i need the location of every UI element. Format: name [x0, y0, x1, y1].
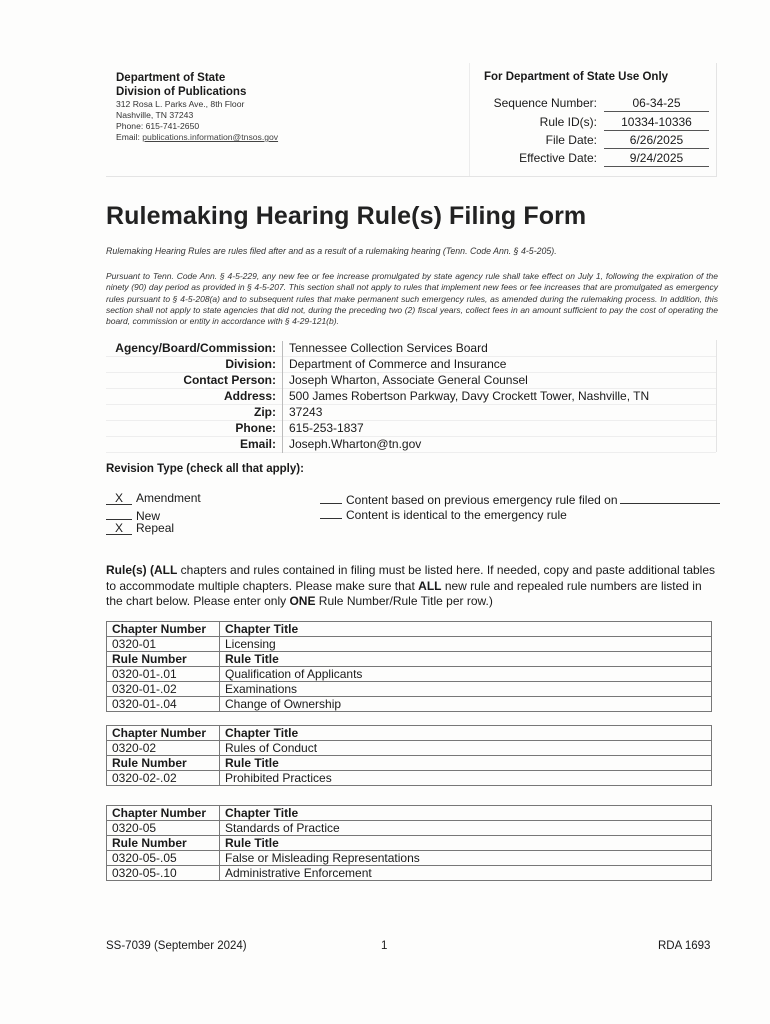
rule-title-header: Rule Title [220, 756, 712, 771]
rules-instructions-emphasis: ALL [418, 578, 442, 593]
sequence-number-label: Sequence Number: [493, 96, 597, 110]
contact-value: Joseph Wharton, Associate General Counsel [289, 373, 528, 387]
emergency-based-label: Content based on previous emergency rule filed on [346, 493, 618, 507]
agency-table [106, 341, 716, 453]
contact-row [106, 373, 716, 389]
rule-row [107, 667, 712, 682]
department-email-line [116, 132, 278, 143]
address-row [106, 389, 716, 405]
address-label: Address: [106, 389, 283, 405]
revision-left-options [106, 491, 201, 536]
use-only-title: For Department of State Use Only [484, 71, 669, 83]
rule-row [107, 866, 712, 881]
rule-title: Qualification of Applicants [220, 667, 712, 682]
revision-option-amendment[interactable] [106, 491, 201, 506]
phone-label: Phone: [106, 421, 283, 437]
contact-label: Contact Person: [106, 373, 283, 389]
rules-instructions-emphasis: ONE [289, 594, 316, 608]
revision-right-options [320, 491, 720, 521]
revision-type-label: Revision Type (check all that apply): [106, 463, 304, 475]
emergency-identical-blank[interactable] [320, 506, 342, 519]
chapter-title: Rules of Conduct [220, 741, 712, 756]
chapter-title-header: Chapter Title [220, 726, 712, 741]
department-phone: Phone: 615-741-2650 [116, 121, 200, 131]
rules-instructions-lead: Rule(s) ( [106, 563, 154, 577]
chapter-title: Standards of Practice [220, 821, 712, 836]
revision-option-label: Repeal [136, 521, 175, 535]
division-row [106, 357, 716, 373]
page-subtitle: Rulemaking Hearing Rules are rules filed after and as a result of a rulemaking hearing (Tenn. Code Ann. § 4-5-205). [106, 246, 557, 256]
rule-title: Prohibited Practices [220, 771, 712, 786]
revision-checkbox[interactable]: X [106, 491, 132, 505]
chapter-table-0320-02 [106, 725, 712, 786]
chapter-header-row [107, 806, 712, 821]
rule-ids-value: 10334-10336 [604, 115, 709, 131]
phone-row [106, 421, 716, 437]
revision-option-new[interactable] [106, 506, 201, 521]
rule-row [107, 682, 712, 697]
chapter-number: 0320-02 [107, 741, 220, 756]
emergency-based-option[interactable] [320, 491, 720, 506]
rule-title-header: Rule Title [220, 836, 712, 851]
chapter-row [107, 637, 712, 652]
division-label: Division: [106, 357, 283, 373]
rule-ids-label: Rule ID(s): [539, 115, 597, 129]
rule-number-header: Rule Number [107, 652, 220, 667]
chapter-number-header: Chapter Number [107, 726, 220, 741]
agency-label: Agency/Board/Commission: [106, 341, 283, 357]
address-value: 500 James Robertson Parkway, Davy Crockett Tower, Nashville, TN [289, 389, 650, 403]
emergency-identical-label: Content is identical to the emergency rule [346, 508, 567, 522]
chapter-number: 0320-01 [107, 637, 220, 652]
department-city: Nashville, TN 37243 [116, 110, 194, 120]
department-address: 312 Rosa L. Parks Ave., 8th Floor [116, 99, 245, 109]
rule-ids-row [470, 115, 715, 133]
revision-checkbox[interactable] [106, 506, 132, 520]
zip-label: Zip: [106, 405, 283, 421]
rda-number: RDA 1693 [658, 940, 711, 952]
chapter-number-header: Chapter Number [107, 806, 220, 821]
chapter-table-0320-05 [106, 805, 712, 881]
emergency-identical-option[interactable] [320, 506, 720, 521]
agency-row [106, 341, 716, 357]
zip-row [106, 405, 716, 421]
department-email-link[interactable]: publications.information@tnsos.gov [142, 132, 279, 142]
page-title: Rulemaking Hearing Rule(s) Filing Form [106, 202, 587, 230]
department-name [116, 71, 246, 99]
revision-option-repeal[interactable] [106, 521, 201, 536]
zip-value: 37243 [289, 405, 323, 419]
chapter-header-row [107, 726, 712, 741]
chapter-header-row [107, 622, 712, 637]
page-number: 1 [381, 940, 388, 952]
rule-row [107, 771, 712, 786]
rule-number: 0320-05-.10 [107, 866, 220, 881]
emergency-based-blank[interactable] [320, 491, 342, 504]
rule-number: 0320-02-.02 [107, 771, 220, 786]
revision-option-label: New [136, 509, 161, 523]
revision-option-label: Amendment [136, 491, 201, 505]
rule-title: Change of Ownership [220, 697, 712, 712]
rules-instructions-emphasis: ALL [154, 563, 178, 577]
chapter-number-header: Chapter Number [107, 622, 220, 637]
rule-number: 0320-01-.01 [107, 667, 220, 682]
sequence-number-value: 06-34-25 [604, 96, 709, 112]
rule-number: 0320-01-.02 [107, 682, 220, 697]
chapter-title-header: Chapter Title [220, 622, 712, 637]
rules-instructions [106, 563, 718, 610]
rules-instructions-text: Rule Number/Rule Title per row.) [315, 594, 493, 608]
effective-date-row [470, 151, 715, 169]
effective-date-value: 9/24/2025 [604, 151, 709, 167]
rule-title: Examinations [220, 682, 712, 697]
form-number: SS-7039 (September 2024) [106, 940, 247, 952]
rule-header-row [107, 756, 712, 771]
email-row [106, 437, 716, 453]
rule-number: 0320-05-.05 [107, 851, 220, 866]
rule-title: Administrative Enforcement [220, 866, 712, 881]
effective-date-label: Effective Date: [519, 151, 597, 165]
chapter-row [107, 821, 712, 836]
file-date-label: File Date: [545, 133, 597, 147]
division-value: Department of Commerce and Insurance [289, 357, 507, 371]
chapter-title: Licensing [220, 637, 712, 652]
rule-row [107, 851, 712, 866]
rule-title-header: Rule Title [220, 652, 712, 667]
revision-checkbox[interactable]: X [106, 521, 132, 535]
department-contact [116, 99, 278, 143]
sequence-number-row [470, 96, 715, 114]
rule-number: 0320-01-.04 [107, 697, 220, 712]
rule-header-row [107, 836, 712, 851]
department-email-label: Email: [116, 132, 143, 142]
rule-header-row [107, 652, 712, 667]
phone-value: 615-253-1837 [289, 421, 364, 435]
chapter-row [107, 741, 712, 756]
division-title: Division of Publications [116, 86, 247, 98]
file-date-row [470, 133, 715, 151]
emergency-date-blank[interactable] [620, 491, 720, 504]
chapter-number: 0320-05 [107, 821, 220, 836]
rules-instructions-text: new rule and repealed rule numbers are listed in the chart below. Please enter only [106, 578, 702, 608]
department-title: Department of State [116, 72, 226, 84]
rules-instructions-text: chapters and rules contained in filing must be listed here. If needed, copy and paste additional tables to accommodate multiple chapters. Please make sure that [106, 563, 716, 593]
chapter-title-header: Chapter Title [220, 806, 712, 821]
agency-value: Tennessee Collection Services Board [289, 341, 488, 355]
rule-number-header: Rule Number [107, 836, 220, 851]
file-date-value: 6/26/2025 [604, 133, 709, 149]
chapter-table-0320-01 [106, 621, 712, 712]
email-label: Email: [106, 437, 283, 453]
email-value: Joseph.Wharton@tn.gov [289, 437, 422, 451]
rule-row [107, 697, 712, 712]
rule-number-header: Rule Number [107, 756, 220, 771]
rule-title: False or Misleading Representations [220, 851, 712, 866]
pursuant-paragraph: Pursuant to Tenn. Code Ann. § 4-5-229, any new fee or fee increase promulgated by state agency rule shall take effect on July 1, following the expiration of the ninety (90) day period as provided in § 4-5-207. This section shall not apply to rules that implement new fees or fee increases that are promulgated as emergency rules pursuant to § 4-5-208(a) and to subsequent rules that make permanent such emergency rules, as amended during the rulemaking process. In addition, this section shall not apply to state agencies that did not, during the preceding two (2) fiscal years, collect fees in an amount sufficient to pay the cost of operating the board, commission or entity in accordance with § 4-29-121(b). [106, 271, 718, 327]
